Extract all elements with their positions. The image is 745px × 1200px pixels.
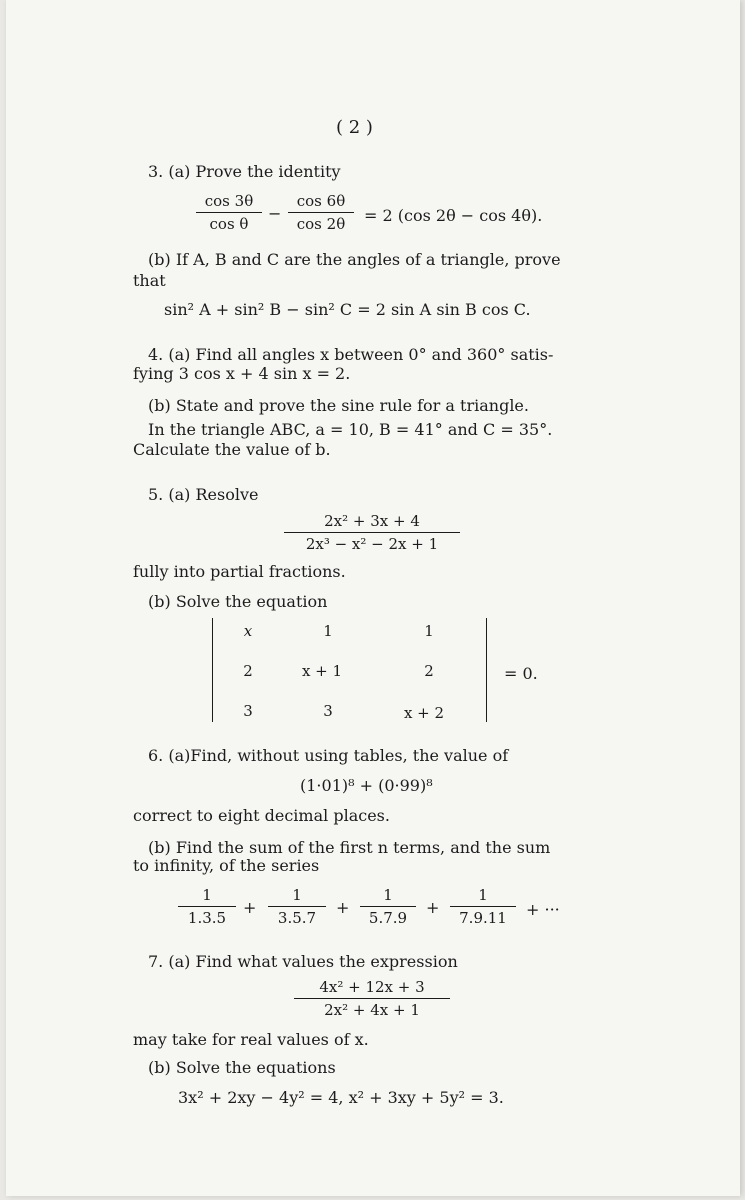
q4-b-line2: In the triangle ABC, a = 10, B = 41° and C = 35°.	[148, 420, 553, 439]
q3-b-equation: sin² A + sin² B − sin² C = 2 sin A sin B cos C.	[164, 300, 531, 319]
series-term-den: 7.9.11	[459, 909, 507, 927]
series-term	[268, 886, 326, 927]
q3-frac2-den: cos 2θ	[296, 215, 346, 233]
q6-a-label: 6. (a)Find, without using tables, the value of	[148, 746, 509, 765]
det-cell: x	[243, 622, 253, 640]
q7-a-after: may take for real values of x.	[133, 1030, 369, 1049]
series-plus: +	[243, 898, 257, 917]
series-term-den: 1.3.5	[187, 909, 227, 927]
series-term-num: 1	[383, 886, 393, 904]
series-term-num: 1	[478, 886, 488, 904]
det-cell: 1	[323, 622, 333, 640]
series-term	[360, 886, 416, 927]
q6-a-expression: (1·01)⁸ + (0·99)⁸	[300, 776, 433, 795]
q3-fraction-2	[288, 192, 354, 233]
det-cell: 3	[243, 702, 253, 720]
q5-fraction	[284, 512, 460, 553]
q3-frac1-num: cos 3θ	[204, 192, 254, 210]
q7-b-equations: 3x² + 2xy − 4y² = 4, x² + 3xy + 5y² = 3.	[178, 1088, 504, 1107]
q7-fraction	[294, 978, 450, 1019]
series-plus: +	[336, 898, 350, 917]
q7-frac-den: 2x² + 4x + 1	[324, 1001, 420, 1019]
q5-b-label: (b) Solve the equation	[148, 592, 328, 611]
q4-a-line1: 4. (a) Find all angles x between 0° and 360° satis-	[148, 345, 554, 364]
series-term-den: 3.5.7	[277, 909, 317, 927]
q3-rhs: = 2 (cos 2θ − cos 4θ).	[364, 206, 543, 225]
series-term-den: 5.7.9	[368, 909, 408, 927]
det-cell: 1	[424, 622, 434, 640]
series-plus: +	[426, 898, 440, 917]
q5-a-label: 5. (a) Resolve	[148, 485, 259, 504]
series-term	[450, 886, 516, 927]
det-cell: x + 2	[403, 704, 445, 722]
det-cell: x + 1	[301, 662, 343, 680]
q5-a-after: fully into partial fractions.	[133, 562, 346, 581]
det-cell: 2	[243, 662, 253, 680]
exam-page	[6, 0, 740, 1196]
series-ellipsis: + ···	[526, 900, 560, 919]
series-term-num: 1	[292, 886, 302, 904]
q5-frac-num: 2x² + 3x + 4	[324, 512, 420, 530]
q6-b-line2: to infinity, of the series	[133, 856, 320, 875]
q3-b-line2: that	[133, 271, 166, 290]
series-term-num: 1	[202, 886, 212, 904]
determinant-right-bar	[486, 618, 487, 722]
q7-a-label: 7. (a) Find what values the expression	[148, 952, 458, 971]
q3-a-label: 3. (a) Prove the identity	[148, 162, 341, 181]
q7-frac-num: 4x² + 12x + 3	[319, 978, 425, 996]
q5-frac-den: 2x³ − x² − 2x + 1	[305, 535, 439, 553]
q3-frac1-den: cos θ	[209, 215, 249, 233]
q6-a-after: correct to eight decimal places.	[133, 806, 390, 825]
page-number: ( 2 )	[336, 117, 373, 138]
q4-a-line2: fying 3 cos x + 4 sin x = 2.	[133, 364, 351, 383]
det-cell: 2	[424, 662, 434, 680]
series-term	[178, 886, 236, 927]
q7-b-label: (b) Solve the equations	[148, 1058, 336, 1077]
q6-b-line1: (b) Find the sum of the first n terms, and the sum	[148, 838, 551, 857]
q3-b-line1: (b) If A, B and C are the angles of a triangle, prove	[148, 250, 561, 269]
det-cell: 3	[323, 702, 333, 720]
q3-fraction-1	[196, 192, 262, 233]
q3-minus: −	[268, 204, 282, 223]
q4-b-line3: Calculate the value of b.	[133, 440, 331, 459]
q3-frac2-num: cos 6θ	[296, 192, 346, 210]
det-rhs: = 0.	[504, 664, 538, 683]
q4-b-line1: (b) State and prove the sine rule for a triangle.	[148, 396, 529, 415]
